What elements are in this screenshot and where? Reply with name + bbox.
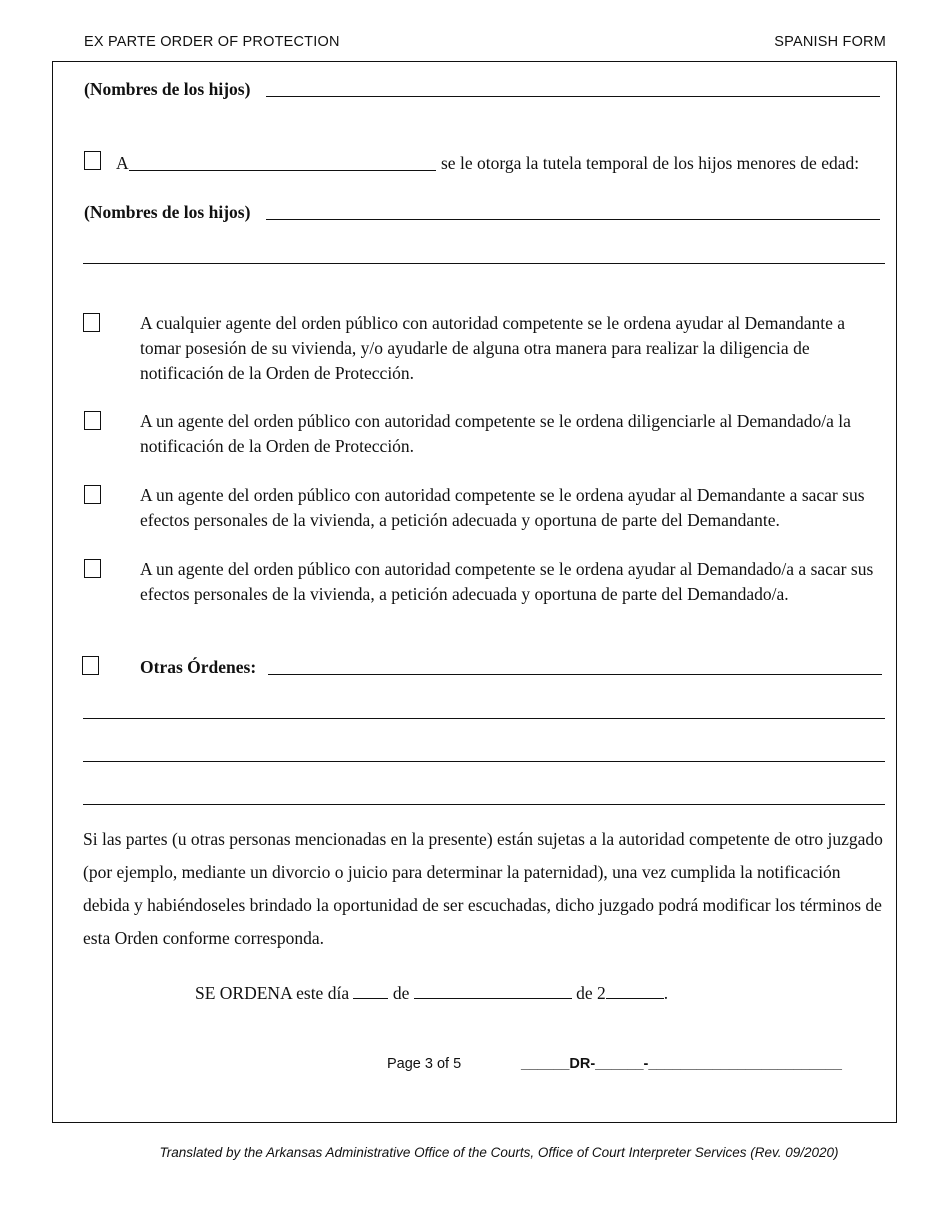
- header-form-title: EX PARTE ORDER OF PROTECTION: [84, 34, 340, 50]
- jurisdiction-paragraph: Si las partes (u otras personas mencionadas en la presente) están sujetas a la autoridad competente de otro juzgado (por ejemplo, mediante un divorcio o juicio para determinar la paternidad), una vez cumplida la notificación debida y habiéndoseles brindado la oportunidad de ser escuchadas, dicho juzgado podrá modificar los términos de esta Orden conforme corresponda.: [83, 829, 883, 948]
- order-text-1: A cualquier agente del orden público con autoridad competente se le ordena ayudar al Demandante a tomar posesión de su vivienda, y/o ayudarle de alguna otra manera para realizar la diligencia de notificación de la Orden de Protección.: [140, 313, 846, 383]
- other-orders-line-2[interactable]: [83, 718, 885, 719]
- custody-name-field[interactable]: [129, 155, 436, 171]
- header-form-language: SPANISH FORM: [774, 34, 886, 50]
- children-names-field-2[interactable]: [266, 204, 880, 220]
- custody-checkbox[interactable]: [84, 151, 101, 170]
- other-orders-label: Otras Órdenes:: [140, 657, 257, 677]
- ordered-text-1: SE ORDENA este día: [195, 983, 350, 1003]
- children-names-field-2-continued[interactable]: [83, 263, 885, 264]
- case-number-field[interactable]: ______DR-______-________________________: [521, 1056, 842, 1072]
- children-names-label-2: (Nombres de los hijos): [84, 202, 251, 222]
- other-orders-line-4[interactable]: [83, 804, 885, 805]
- custody-prefix: A: [116, 153, 129, 173]
- translation-credit: Translated by the Arkansas Administrative Office of the Courts, Office of Court Interpreter Services (Rev. 09/2020): [159, 1145, 839, 1160]
- other-orders-field[interactable]: [268, 659, 882, 675]
- ordered-year-field[interactable]: [606, 983, 664, 999]
- order-checkbox-1[interactable]: [83, 313, 100, 332]
- ordered-text-4: .: [663, 983, 669, 1003]
- ordered-date-line: [195, 983, 668, 1004]
- children-names-field-1[interactable]: [266, 81, 880, 97]
- ordered-text-3: de 2: [576, 983, 606, 1003]
- ordered-day-field[interactable]: [353, 983, 388, 999]
- ordered-month-field[interactable]: [414, 983, 572, 999]
- order-text-4: A un agente del orden público con autoridad competente se le ordena ayudar al Demandado/a a sacar sus efectos personales de la vivienda, a petición adecuada y oportuna de parte del Demandado/a.: [140, 559, 874, 604]
- order-checkbox-3[interactable]: [84, 485, 101, 504]
- custody-text: se le otorga la tutela temporal de los hijos menores de edad:: [441, 153, 860, 173]
- children-names-label-1: (Nombres de los hijos): [84, 79, 251, 99]
- page-number: Page 3 of 5: [387, 1056, 462, 1072]
- order-checkbox-2[interactable]: [84, 411, 101, 430]
- ordered-text-2: de: [392, 983, 410, 1003]
- order-text-2: A un agente del orden público con autoridad competente se le ordena diligenciarle al Demandado/a la notificación de la Orden de Protección.: [140, 411, 851, 456]
- other-orders-checkbox[interactable]: [82, 656, 99, 675]
- order-text-3: A un agente del orden público con autoridad competente se le ordena ayudar al Demandante a sacar sus efectos personales de la vivienda, a petición adecuada y oportuna de parte del Demandante.: [140, 485, 865, 530]
- other-orders-line-3[interactable]: [83, 761, 885, 762]
- order-checkbox-4[interactable]: [84, 559, 101, 578]
